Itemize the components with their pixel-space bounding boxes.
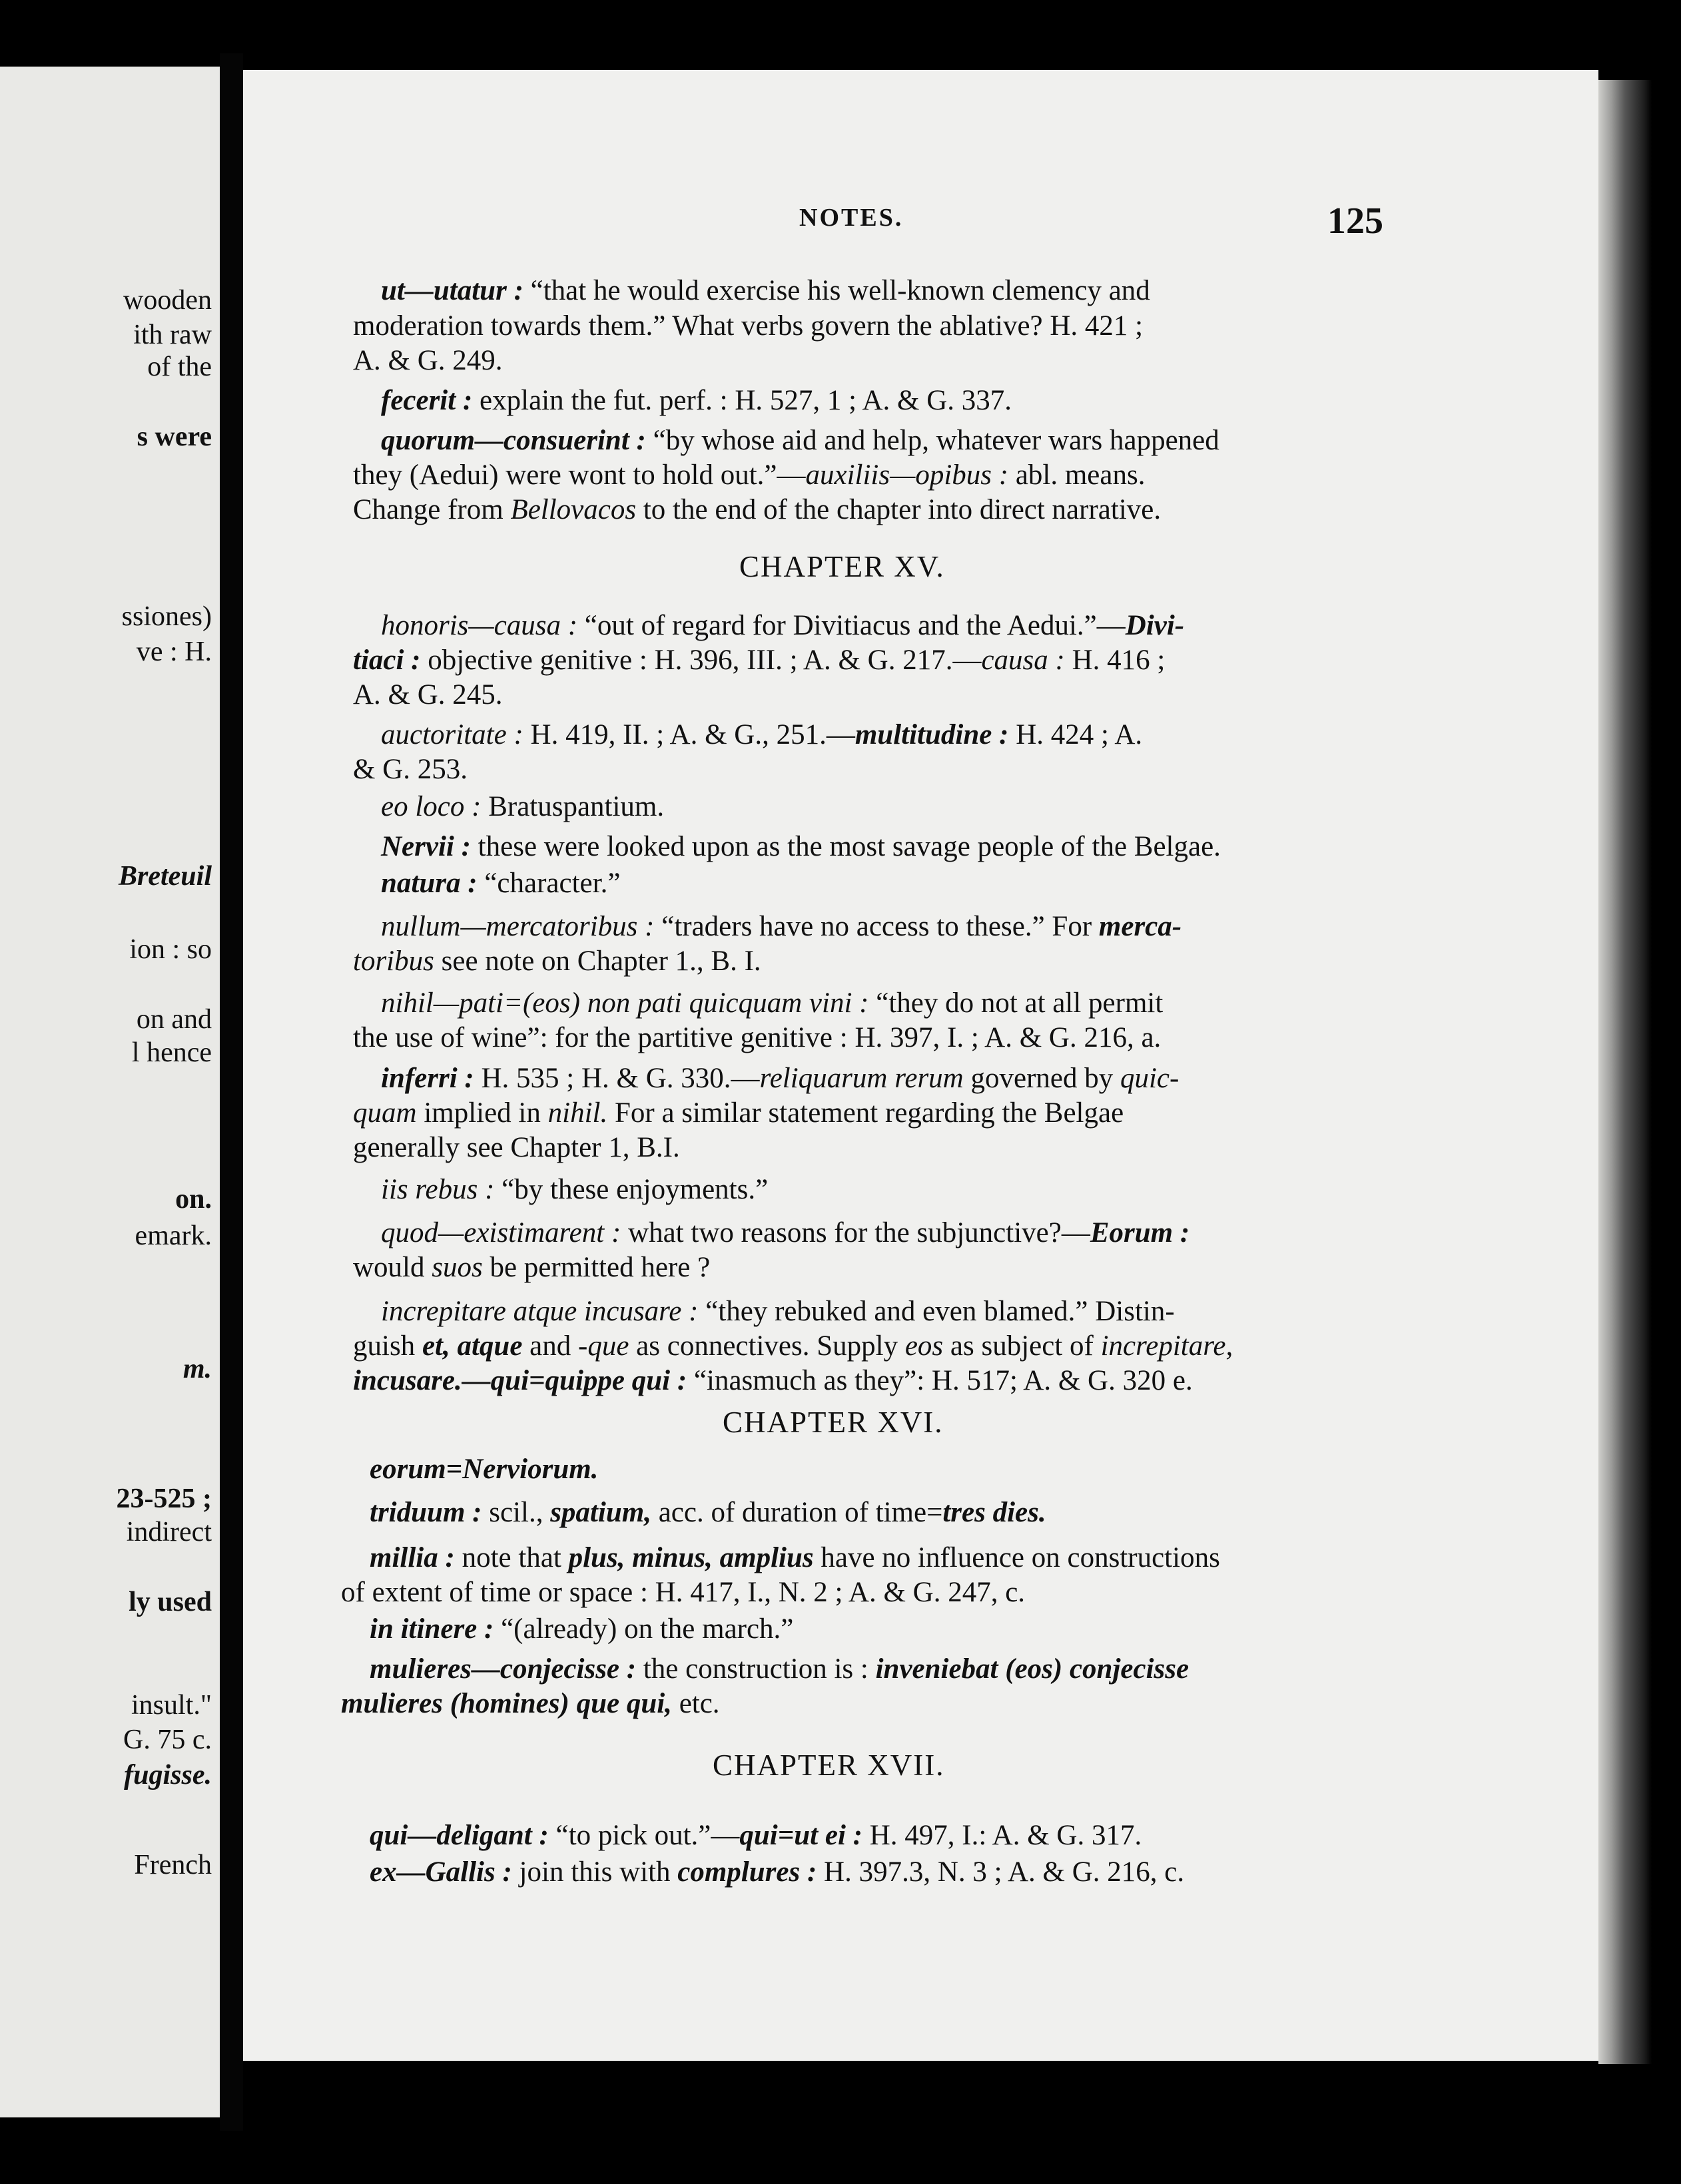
note-line: generally see Chapter 1, B.I. bbox=[353, 1132, 680, 1163]
note-line: & G. 253. bbox=[353, 754, 468, 785]
left-page-line: l hence bbox=[131, 1037, 212, 1068]
note-iis-rebus: iis rebus : “by these enjoyments.” bbox=[381, 1174, 769, 1205]
note-line: moderation towards them.” What verbs govern the ablative? H. 421 ; bbox=[353, 310, 1144, 342]
note-line: they (Aedui) were wont to hold out.”—auxiliis—opibus : abl. means. bbox=[353, 459, 1146, 491]
note-line: A. & G. 245. bbox=[353, 679, 503, 710]
left-page-line: Breteuil bbox=[118, 861, 212, 892]
note-line: A. & G. 249. bbox=[353, 345, 503, 376]
note-eorum: eorum=Nerviorum. bbox=[370, 1454, 599, 1485]
note-natura: natura : “character.” bbox=[381, 868, 621, 899]
note-nihil: nihil—pati=(eos) non pati quicquam vini : “they do not at all permit bbox=[381, 987, 1164, 1019]
note-line: tiaci : objective genitive : H. 396, III. ; A. & G. 217.—causa : H. 416 ; bbox=[353, 645, 1166, 676]
note-qui: qui—deligant : “to pick out.”—qui=ut ei : H. 497, I.: A. & G. 317. bbox=[370, 1820, 1142, 1851]
chapter-heading: CHAPTER XVII. bbox=[713, 1749, 945, 1782]
note-millia: millia : note that plus, minus, amplius have no influence on constructions bbox=[370, 1542, 1220, 1573]
left-page-line: emark. bbox=[135, 1221, 212, 1251]
chapter-heading: CHAPTER XVI. bbox=[723, 1406, 944, 1439]
note-honoris: honoris—causa : “out of regard for Divitiacus and the Aedui.”—Divi- bbox=[381, 610, 1185, 641]
note-line: of extent of time or space : H. 417, I., N. 2 ; A. & G. 247, c. bbox=[341, 1577, 1026, 1608]
left-page-line: 23-525 ; bbox=[116, 1484, 212, 1514]
left-page-line: ssiones) bbox=[121, 601, 212, 632]
previous-page-strip bbox=[0, 67, 220, 2117]
book-gutter bbox=[220, 53, 243, 2131]
note-ut-utatur: ut—utatur : “that he would exercise his well-known clemency and bbox=[381, 275, 1150, 306]
left-page-line: insult." bbox=[131, 1690, 212, 1721]
page-edge-shadow bbox=[1598, 80, 1652, 2064]
left-page-line: indirect bbox=[126, 1517, 212, 1547]
left-page-line: G. 75 c. bbox=[123, 1725, 212, 1755]
note-in-itinere: in itinere : “(already) on the march.” bbox=[370, 1613, 794, 1645]
note-line: quam implied in nihil. For a similar statement regarding the Belgae bbox=[353, 1097, 1124, 1129]
left-page-line: ith raw bbox=[133, 320, 212, 350]
note-ex-gallis: ex—Gallis : join this with complures : H. 397.3, N. 3 ; A. & G. 216, c. bbox=[370, 1856, 1185, 1888]
left-page-line: fugisse. bbox=[124, 1760, 212, 1790]
note-inferri: inferri : H. 535 ; H. & G. 330.—reliquarum rerum governed by quic- bbox=[381, 1063, 1179, 1094]
note-line: incusare.—qui=quippe qui : “inasmuch as they”: H. 517; A. & G. 320 e. bbox=[353, 1365, 1193, 1396]
left-page-line: French bbox=[134, 1850, 212, 1880]
left-page-line: wooden bbox=[123, 285, 212, 316]
note-line: Change from Bellovacos to the end of the chapter into direct narrative. bbox=[353, 494, 1162, 525]
left-page-line: ly used bbox=[129, 1587, 212, 1617]
note-quod: quod—existimarent : what two reasons for the subjunctive?—Eorum : bbox=[381, 1217, 1190, 1248]
note-mulieres: mulieres—conjecisse : the construction is : inveniebat (eos) conjecisse bbox=[370, 1653, 1189, 1685]
chapter-heading: CHAPTER XV. bbox=[739, 550, 945, 583]
note-nullum: nullum—mercatoribus : “traders have no access to these.” For merca- bbox=[381, 911, 1182, 942]
left-page-line: s were bbox=[137, 421, 212, 452]
left-page-line: ion : so bbox=[129, 934, 212, 965]
page-number: 125 bbox=[1327, 200, 1383, 242]
note-line: toribus see note on Chapter 1., B. I. bbox=[353, 946, 761, 977]
note-triduum: triduum : scil., spatium, acc. of duration of time=tres dies. bbox=[370, 1497, 1046, 1528]
left-page-line: on. bbox=[175, 1184, 212, 1215]
note-line: guish et, atque and -que as connectives. Supply eos as subject of increpitare, bbox=[353, 1330, 1233, 1362]
note-line: mulieres (homines) que qui, etc. bbox=[341, 1688, 720, 1719]
note-line: the use of wine”: for the partitive genitive : H. 397, I. ; A. & G. 216, a. bbox=[353, 1022, 1162, 1053]
note-quorum: quorum—consuerint : “by whose aid and help, whatever wars happened bbox=[381, 425, 1219, 456]
note-auctoritate: auctoritate : H. 419, II. ; A. & G., 251.—multitudine : H. 424 ; A. bbox=[381, 719, 1143, 750]
left-page-line: of the bbox=[147, 352, 212, 382]
left-page-line: on and bbox=[136, 1004, 212, 1035]
note-line: would suos be permitted here ? bbox=[353, 1252, 711, 1283]
note-fecerit: fecerit : explain the fut. perf. : H. 527, 1 ; A. & G. 337. bbox=[381, 385, 1012, 416]
note-nervii: Nervii : these were looked upon as the most savage people of the Belgae. bbox=[381, 831, 1221, 862]
note-increpitare: increpitare atque incusare : “they rebuked and even blamed.” Distin- bbox=[381, 1296, 1175, 1327]
running-header: NOTES. bbox=[799, 204, 904, 232]
left-page-line: m. bbox=[182, 1354, 212, 1384]
left-page-line: ve : H. bbox=[136, 637, 212, 667]
note-eo-loco: eo loco : Bratuspantium. bbox=[381, 791, 665, 822]
